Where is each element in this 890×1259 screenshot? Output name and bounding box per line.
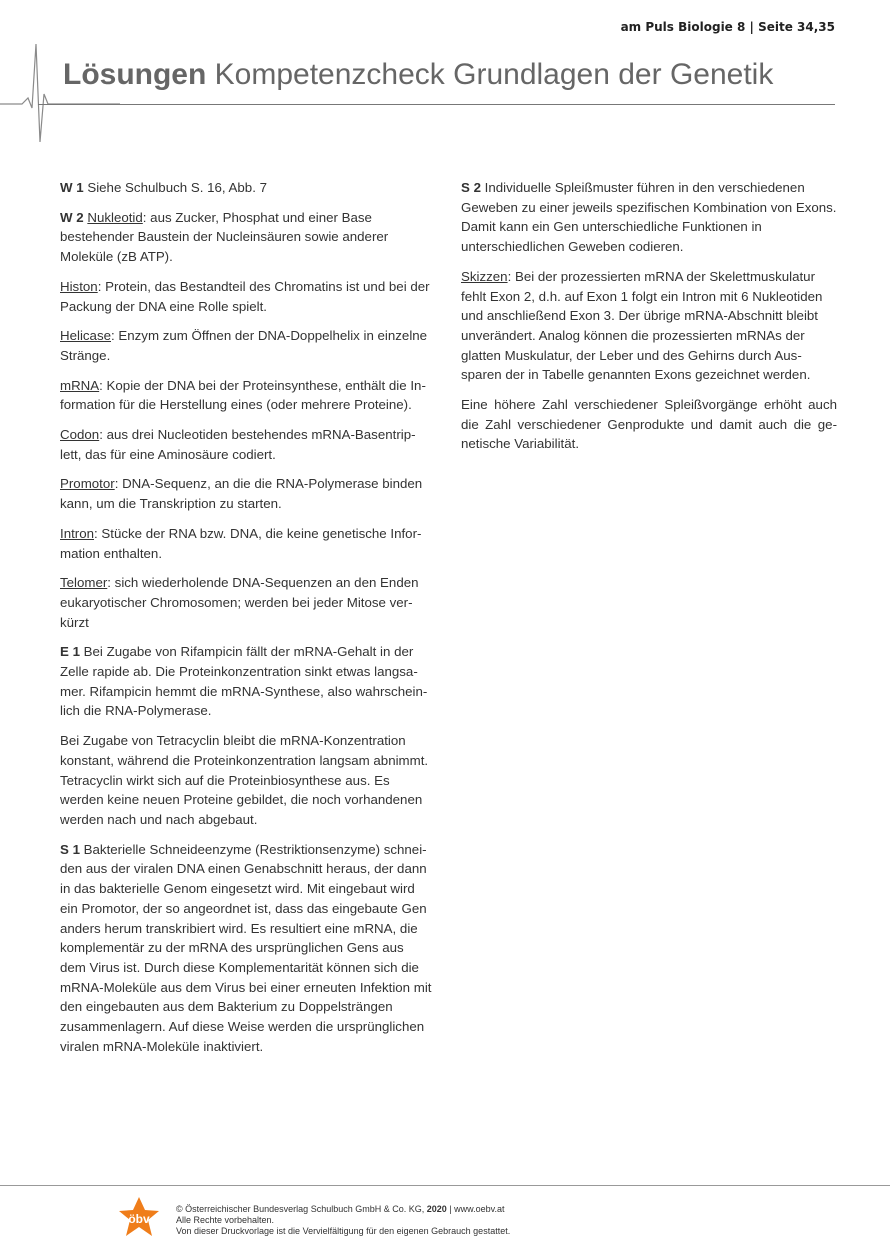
term-definition: : Stücke der RNA bzw. DNA, die keine genetische Information enthalten.: [60, 525, 422, 561]
answer-label: S 1: [60, 841, 80, 857]
answer-text: : Bei der prozessierten mRNA der Skelettmuskulatur fehlt Exon 2, d.h. auf Exon 1 folgt ein Intron mit 6 Nukleotiden und anschließend Exon 3. Der übrige mRNA-Abschnitt bleibt unverändert. Analog können die prozessierten mRNAs der glatten Muskulatur, der Leber und des Gehirns durch Aussparen der in Tabelle genannten Exons gezeichnet werden.: [461, 268, 823, 383]
footer-line-3: Von dieser Druckvorlage ist die Vervielfältigung für den eigenen Gebrauch gestattet.: [176, 1226, 511, 1236]
answer-s1: [60, 840, 432, 1057]
term-definition: : Enzym zum Öffnen der DNA-Doppelhelix in einzelne Stränge.: [60, 328, 428, 363]
answer-e1-continued: [60, 731, 432, 830]
heartbeat-line-icon: [0, 40, 120, 150]
answer-text: Siehe Schulbuch S. 16, Abb. 7: [87, 180, 267, 195]
answer-skizzen: [461, 267, 837, 385]
answer-spleiss: [461, 395, 837, 454]
oebv-logo-icon: [118, 1196, 160, 1238]
answer-text: Eine höhere Zahl verschiedener Spleißvorgänge erhöht auch die Zahl verschiedener Genprodukte und damit auch die genetische Variabilität.: [461, 397, 837, 452]
term-histon: Histon: [60, 278, 98, 294]
term-nukleotid: Nukleotid: [87, 209, 143, 225]
answer-e1: [60, 642, 432, 721]
term-entry-intron: [60, 524, 432, 563]
term-mrna: mRNA: [60, 377, 100, 393]
answer-text: Bei Zugabe von Tetracyclin bleibt die mRNA-Konzentration konstant, während die Proteinkonzentration langsam abnimmt. Tetracyclin wirkt sich auf die Proteinbiosynthese aus. Es werden keine neuen Proteine gebildet, die noch vorhandenen werden nach und nach abgebaut.: [60, 733, 429, 827]
answer-label: E 1: [60, 644, 80, 660]
term-definition: : aus drei Nucleotiden bestehendes mRNA-Basentriplett, das für eine Aminosäure codiert.: [60, 427, 416, 462]
term-helicase: Helicase: [60, 328, 111, 344]
footer-rule: [0, 1185, 890, 1186]
term-intron: Intron: [60, 525, 95, 541]
term-entry-helicase: [60, 326, 432, 365]
footer-publisher: © Österreichischer Bundesverlag Schulbuch GmbH & Co. KG,: [176, 1204, 427, 1214]
footer-line-1: [176, 1204, 510, 1215]
answer-label: W 2: [60, 209, 84, 225]
answer-text: : aus Zucker, Phosphat und einer Base bestehender Baustein der Nucleinsäuren sowie anderer Moleküle (zB ATP).: [60, 209, 389, 265]
footer-copyright: [176, 1204, 510, 1237]
title-bold: Lösungen: [63, 58, 207, 91]
term-definition: : Kopie der DNA bei der Proteinsynthese, enthält die Information für die Herstellung eines (oder mehrere Proteine).: [60, 377, 426, 413]
term-definition: : Protein, das Bestandteil des Chromatins ist und bei der Packung der DNA eine Rolle spielt.: [60, 278, 430, 314]
term-entry-histon: [60, 277, 432, 316]
answer-s2: [461, 178, 837, 257]
term-definition: : sich wiederholende DNA-Sequenzen an den Enden eukaryotischer Chromosomen; werden bei jeder Mitose verkürzt: [60, 575, 419, 630]
footer-line-2: Alle Rechte vorbehalten.: [176, 1215, 275, 1225]
term-entry-promotor: [60, 474, 432, 513]
term-telomer: Telomer: [60, 575, 108, 591]
term-entry-telomer: [60, 573, 432, 632]
title-rule: [38, 104, 835, 105]
term-codon: Codon: [60, 427, 100, 443]
answer-w1: [60, 178, 432, 198]
answer-label: S 2: [461, 180, 481, 195]
answer-text: Bei Zugabe von Rifampicin fällt der mRNA-Gehalt in der Zelle rapide ab. Die Proteinkonzentration sinkt etwas langsamer. Rifampicin hemmt die mRNA-Synthese, also wahrscheinlich die RNA-Polymerase.: [60, 644, 428, 719]
logo-text: öbv: [128, 1212, 150, 1226]
term-entry-mrna: [60, 376, 432, 415]
answer-label: W 1: [60, 180, 84, 195]
right-column: [461, 178, 837, 464]
footer-year: 2020: [426, 1204, 447, 1214]
term-promotor: Promotor: [60, 476, 115, 492]
page-title: [63, 58, 773, 92]
term-skizzen: Skizzen: [461, 268, 508, 284]
term-definition: : DNA-Sequenz, an die die RNA-Polymerase binden kann, um die Transkription zu starten.: [60, 476, 423, 512]
answer-text: Bakterielle Schneideenzyme (Restriktionsenzyme) schneiden aus der viralen DNA einen Genabschnitt heraus, der dann in das bakterielle Genom eingesetzt wird. Mit eingebaut wird ein Promotor, der so angeordnet ist, dass das eingebaute Gen anders herum transkribiert wird. Es resultiert eine mRNA, die komplementär zu der mRNA des ursprünglichen Gens aus dem Virus ist. Durch diese Komplementarität können sich die mRNA-Moleküle aus dem Virus bei einer erneuten Infektion mit den eingebauten aus dem Bakterium zu Doppelsträngen zusammenlagern. Auf diese Weise werden die ursprünglichen viralen mRNA-Moleküle inaktiviert.: [60, 841, 432, 1054]
page-reference: am Puls Biologie 8 | Seite 34,35: [620, 20, 835, 34]
term-entry-codon: [60, 425, 432, 464]
footer-website: | www.oebv.at: [446, 1204, 505, 1214]
left-column: [60, 178, 432, 1066]
answer-w2: [60, 208, 432, 267]
answer-text: Individuelle Spleißmuster führen in den verschiedenen Geweben zu einer jeweils spezifischen Kombination von Exons. Damit kann ein Gen unterschiedliche Funktionen in unterschiedlichen Geweben codieren.: [461, 180, 837, 255]
title-rest: Kompetenzcheck Grundlagen der Genetik: [214, 58, 774, 91]
